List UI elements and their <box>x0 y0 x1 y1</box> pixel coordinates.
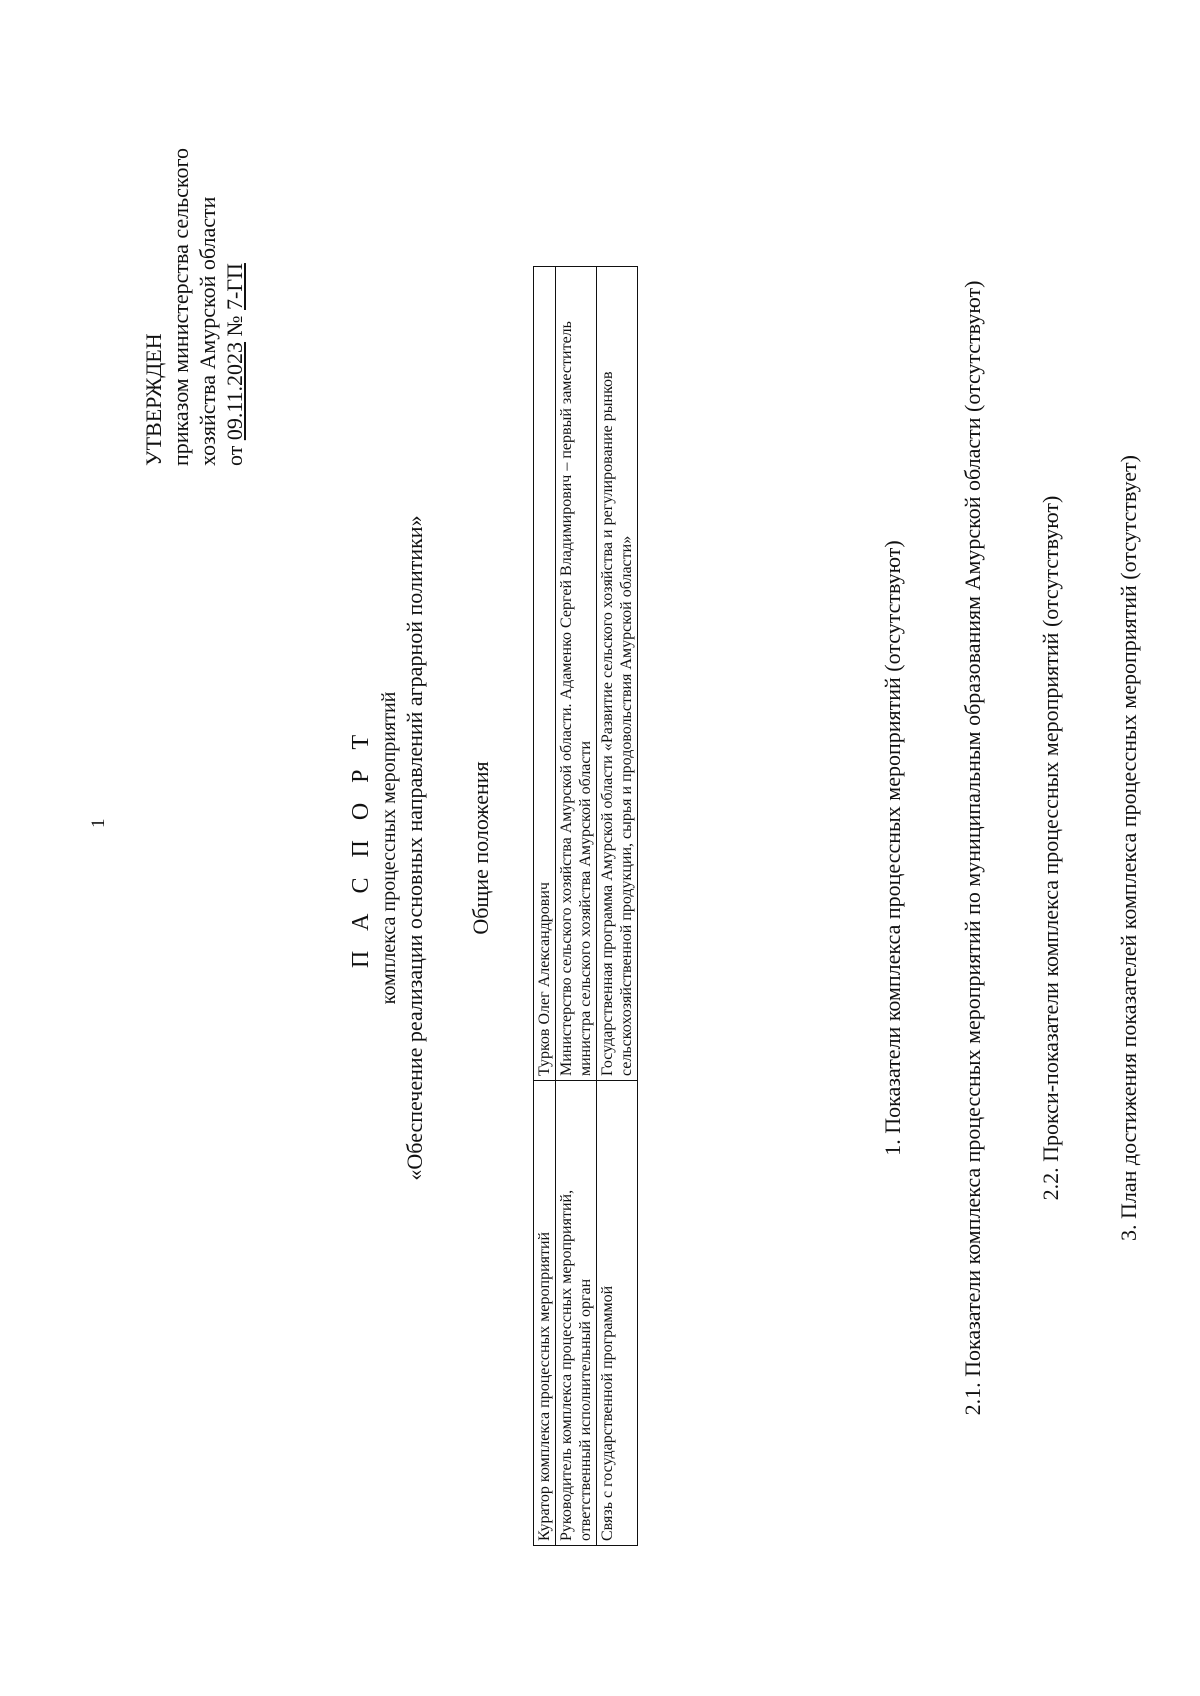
document-subtitle-1: комплекса процессных мероприятий <box>378 691 400 1005</box>
approval-date: 09.11.2023 <box>222 341 247 441</box>
document-title: П А С П О Р Т <box>348 727 374 969</box>
table-row <box>534 267 556 1546</box>
general-info-table <box>533 266 638 1546</box>
table-cell-label: Куратор комплекса процессных мероприятий <box>534 1081 556 1546</box>
heading-indicators: 1. Показатели комплекса процессных мероприятий (отсутствуют) <box>880 540 905 1156</box>
heading-municipal-indicators: 2.1. Показатели комплекса процессных мероприятий по муниципальным образованиям Амурской области (отсутствуют) <box>960 280 985 1416</box>
approval-stamp <box>140 148 248 466</box>
document-subtitle-2: «Обеспечение реализации основных направлений аграрной политики» <box>402 515 427 1181</box>
page-number: 1 <box>88 818 109 828</box>
table-row <box>556 267 597 1546</box>
heading-achievement-plan: 3. План достижения показателей комплекса процессных мероприятий (отсутствует) <box>1116 455 1141 1242</box>
heading-proxy-indicators: 2.2. Прокси-показатели комплекса процессных мероприятий (отсутствуют) <box>1038 495 1063 1201</box>
section-general-heading: Общие положения <box>468 761 493 935</box>
table-cell-value: Министерство сельского хозяйства Амурской области. Адаменко Сергей Владимирович – первый заместитель министра сельского хозяйства Амурской области <box>556 267 597 1081</box>
approval-date-prefix: от <box>222 440 247 466</box>
table-cell-value: Турков Олег Александрович <box>534 267 556 1081</box>
approval-number-sign: № <box>222 309 247 342</box>
table-row <box>597 267 638 1546</box>
approval-heading: УТВЕРЖДЕН <box>141 333 166 466</box>
approval-line-2: хозяйства Амурской области <box>195 196 220 466</box>
table-cell-value: Государственная программа Амурской области «Развитие сельского хозяйства и регулирование рынков сельскохозяйственной продукции, сырья и продовольствия Амурской области» <box>597 267 638 1081</box>
approval-date-line <box>221 148 248 466</box>
table-cell-label: Руководитель комплекса процессных мероприятий, ответственный исполнительный орган <box>556 1081 597 1546</box>
approval-line-1: приказом министерства сельского <box>168 148 193 466</box>
approval-number: 7-ГП <box>222 263 247 310</box>
table-cell-label: Связь с государственной программой <box>597 1081 638 1546</box>
